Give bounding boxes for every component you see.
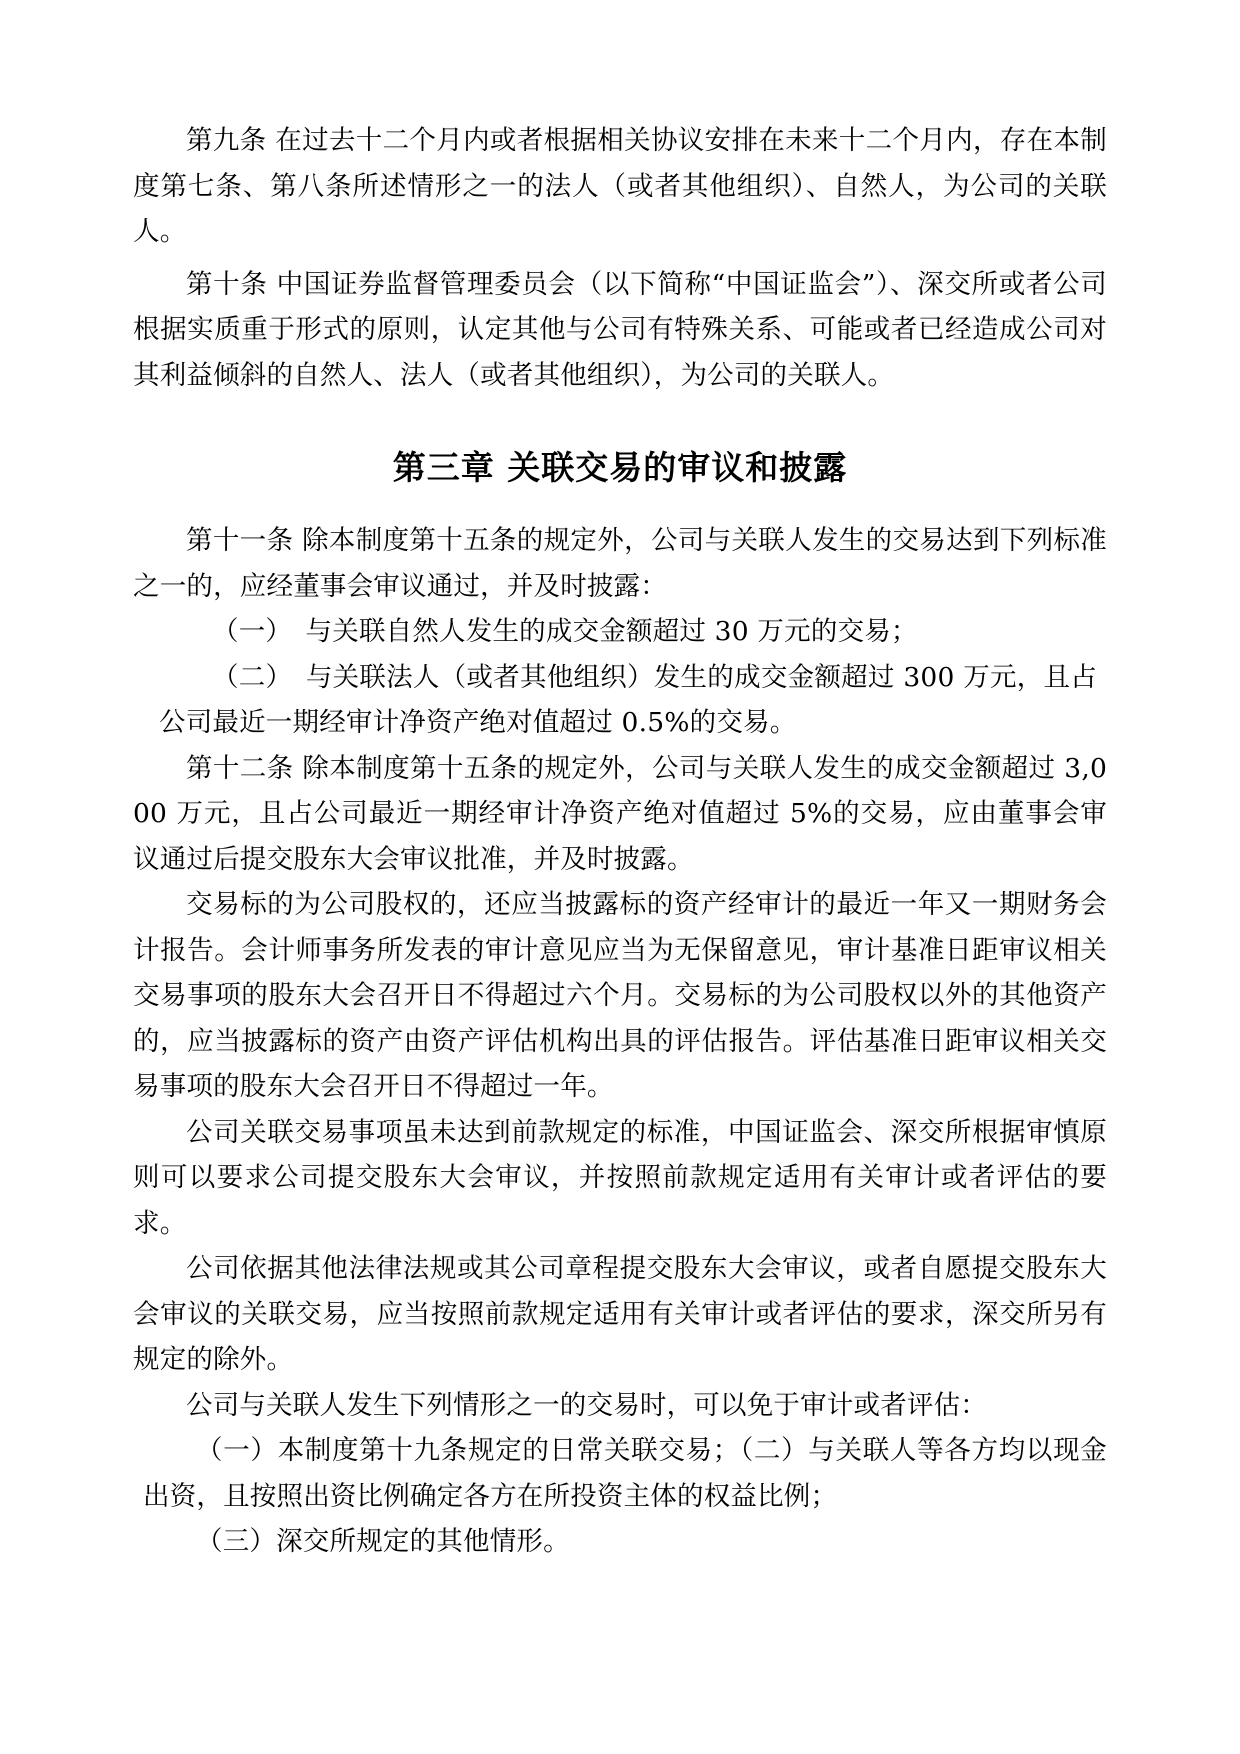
list-item-article-12-3: （三）深交所规定的其他情形。 <box>196 1526 570 1557</box>
heading-spacer-bottom <box>133 492 1107 518</box>
paragraph-article-12-sub-2: 交易标的为公司股权的，还应当披露标的资产经审计的最近一年又一期财务会计报告。会计师事务所发表的审计意见应当为无保留意见，审计基准日距审议相关交易事项的股东大会召开日不得超过六个月。交易标的为公司股权以外的其他资产的，应当披露标的资产由资产评估机构出具的评估报告。评估基准日距审议相关交易事项的股东大会召开日不得超过一年。 <box>133 889 1107 1102</box>
paragraph-article-10: 第十条 中国证券监督管理委员会（以下简称“中国证监会”）、深交所或者公司根据实质重于形式的原则，认定其他与公司有特殊关系、可能或者已经造成公司对其利益倾斜的自然人、法人（或者其他组织），为公司的关联人。 <box>133 268 1107 391</box>
list-item-article-11-2: （二） 与关联法人（或者其他组织）发生的成交金额超过 300 万元，且占公司最近一期经审计净资产绝对值超过 0.5%的交易。 <box>159 661 1097 738</box>
list-item-article-12-1: （一）本制度第十九条规定的日常关联交易；（二）与关联人等各方均以现金出资，且按照出资比例确定各方在所投资主体的权益比例； <box>143 1435 1107 1512</box>
paragraph-article-12-sub-3: 公司关联交易事项虽未达到前款规定的标准，中国证监会、深交所根据审慎原则可以要求公司提交股东大会审议，并按照前款规定适用有关审计或者评估的要求。 <box>133 1116 1107 1239</box>
paragraph-article-12: 第十二条 除本制度第十五条的规定外，公司与关联人发生的成交金额超过 3,000 万元，且占公司最近一期经审计净资产绝对值超过 5%的交易，应由董事会审议通过后提交股东大会审议批准，并及时披露。 <box>133 752 1107 875</box>
paragraph-spacer <box>133 255 1107 262</box>
paragraph-article-12-sub-5: 公司与关联人发生下列情形之一的交易时，可以免于审计或者评估： <box>186 1389 987 1421</box>
document-body <box>133 118 1107 1565</box>
chapter-heading: 第三章 关联交易的审议和披露 <box>392 448 848 487</box>
heading-spacer-top <box>133 398 1107 444</box>
list-item-article-11-1: （一） 与关联自然人发生的成交金额超过 30 万元的交易； <box>212 616 918 647</box>
paragraph-article-9: 第九条 在过去十二个月内或者根据相关协议安排在未来十二个月内，存在本制度第七条、第八条所述情形之一的法人（或者其他组织）、自然人，为公司的关联人。 <box>133 125 1107 247</box>
paragraph-article-12-sub-4: 公司依据其他法律法规或其公司章程提交股东大会审议，或者自愿提交股东大会审议的关联交易，应当按照前款规定适用有关审计或者评估的要求，深交所另有规定的除外。 <box>133 1253 1107 1375</box>
paragraph-article-11: 第十一条 除本制度第十五条的规定外，公司与关联人发生的交易达到下列标准之一的，应经董事会审议通过，并及时披露： <box>133 525 1107 602</box>
